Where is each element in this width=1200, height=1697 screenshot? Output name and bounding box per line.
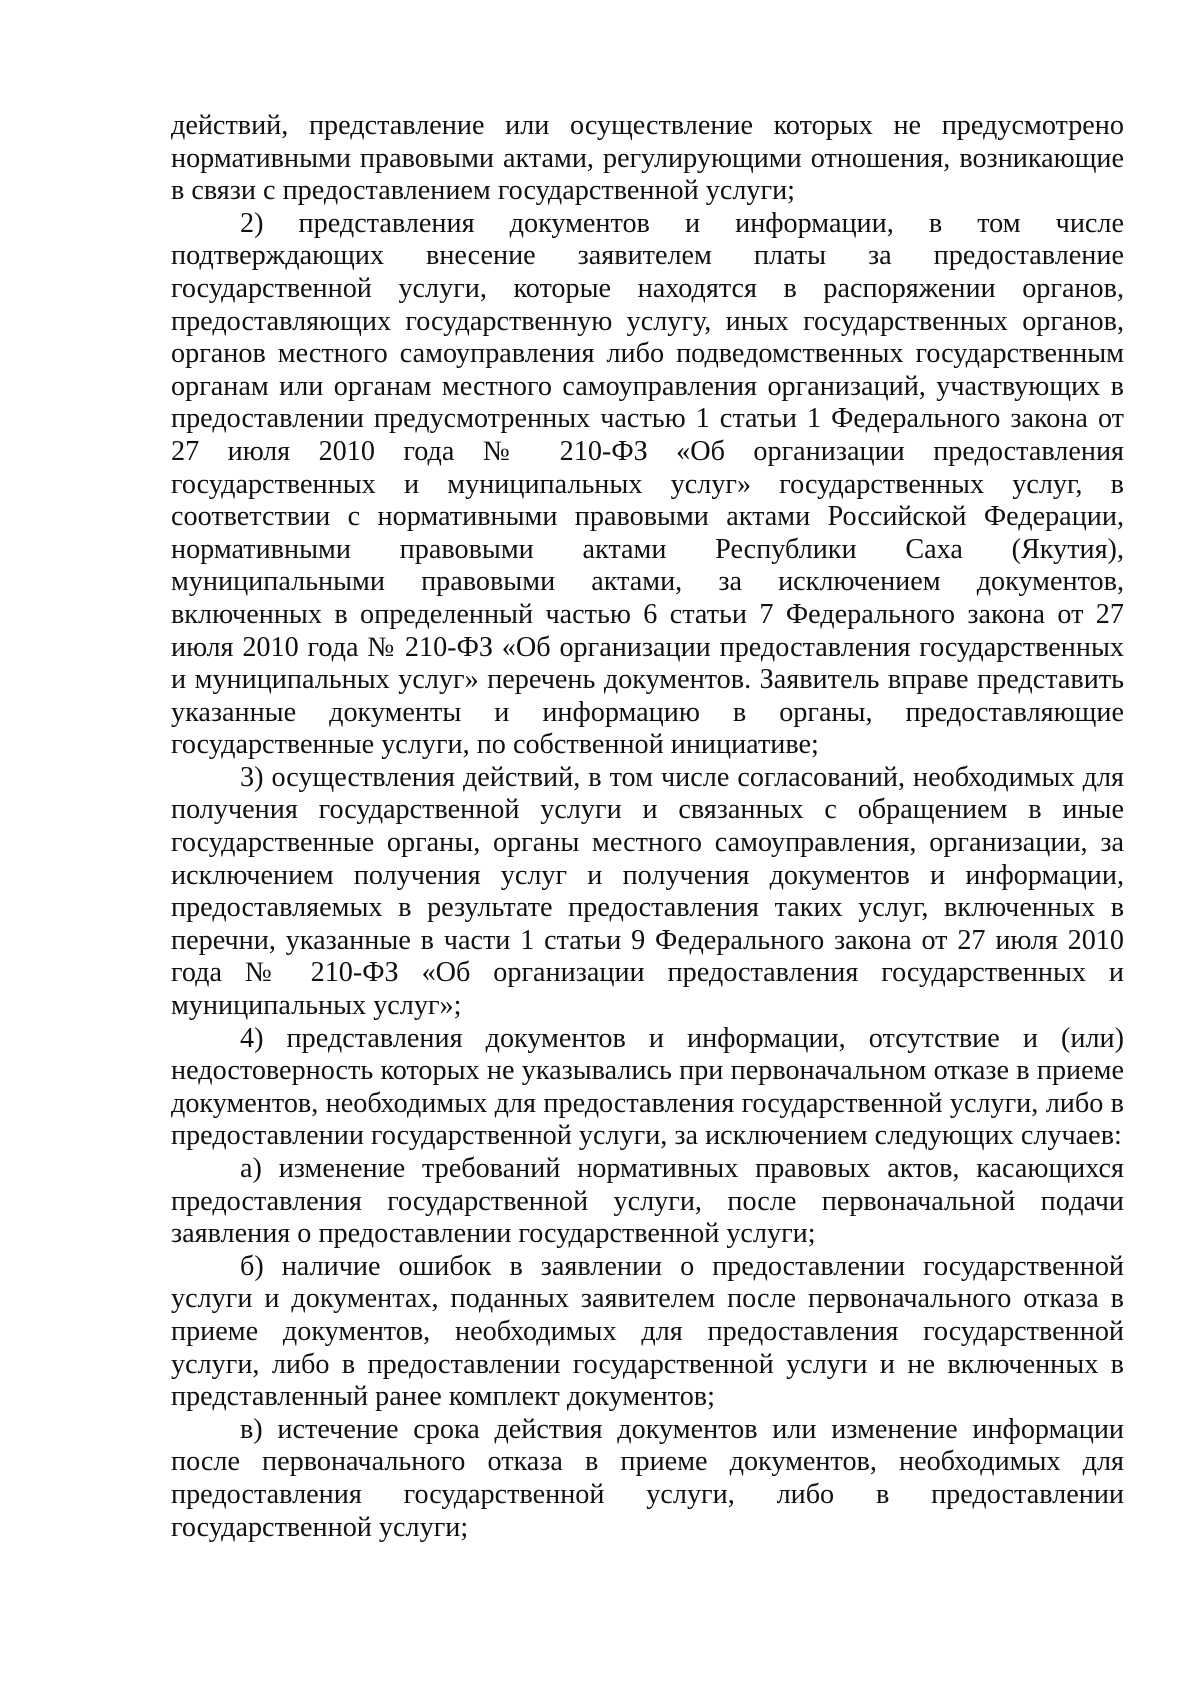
- paragraph-item-4: 4) представления документов и информации, отсутствие и (или) недостоверность которых не указывались при первоначальном отказе в приеме документов, необходимых для предоставления государственной услуги, либо в предоставлении государственной услуги, за исключением следующих случаев:: [171, 1022, 1124, 1152]
- paragraph-subitem-v: в) истечение срока действия документов или изменение информации после первоначального отказа в приеме документов, необходимых для предоставления государственной услуги, либо в предоставлении государственной услуги;: [171, 1413, 1124, 1543]
- document-page: [171, 110, 1124, 1544]
- paragraph-item-3: 3) осуществления действий, в том числе согласований, необходимых для получения государственной услуги и связанных с обращением в иные государственные органы, органы местного самоуправления, организации, за исключением получения услуг и получения документов и информации, предоставляемых в результате предоставления таких услуг, включенных в перечни, указанные в части 1 статьи 9 Федерального закона от 27 июля 2010 года № 210-ФЗ «Об организации предоставления государственных и муниципальных услуг»;: [171, 761, 1124, 1022]
- paragraph-subitem-a: а) изменение требований нормативных правовых актов, касающихся предоставления государственной услуги, после первоначальной подачи заявления о предоставлении государственной услуги;: [171, 1153, 1124, 1250]
- paragraph-subitem-b: б) наличие ошибок в заявлении о предоставлении государственной услуги и документах, поданных заявителем после первоначального отказа в приеме документов, необходимых для предоставления государственной услуги, либо в предоставлении государственной услуги и не включенных в представленный ранее комплект документов;: [171, 1250, 1124, 1413]
- paragraph-continuation: действий, представление или осуществление которых не предусмотрено нормативными правовыми актами, регулирующими отношения, возникающие в связи с предоставлением государственной услуги;: [171, 110, 1124, 207]
- paragraph-item-2: 2) представления документов и информации, в том числе подтверждающих внесение заявителем платы за предоставление государственной услуги, которые находятся в распоряжении органов, предоставляющих государственную услугу, иных государственных органов, органов местного самоуправления либо подведомственных государственным органам или органам местного самоуправления организаций, участвующих в предоставлении предусмотренных частью 1 статьи 1 Федерального закона от 27 июля 2010 года № 210-ФЗ «Об организации предоставления государственных и муниципальных услуг» государственных услуг, в соответствии с нормативными правовыми актами Российской Федерации, нормативными правовыми актами Республики Саха (Якутия), муниципальными правовыми актами, за исключением документов, включенных в определенный частью 6 статьи 7 Федерального закона от 27 июля 2010 года № 210-ФЗ «Об организации предоставления государственных и муниципальных услуг» перечень документов. Заявитель вправе представить указанные документы и информацию в органы, предоставляющие государственные услуги, по собственной инициативе;: [171, 207, 1124, 761]
